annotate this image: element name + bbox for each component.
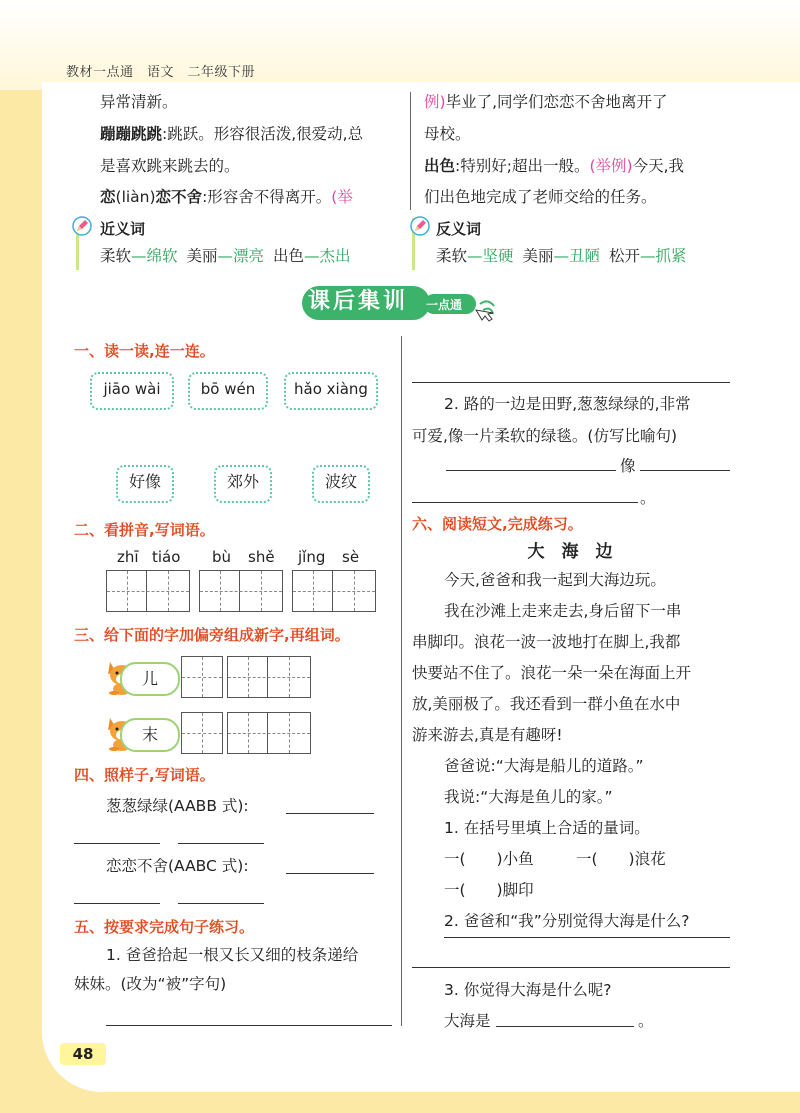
banner-tag: 一点通 xyxy=(426,298,463,312)
answer-line[interactable] xyxy=(446,470,616,471)
measure-word-fish[interactable]: 一( )小鱼 xyxy=(444,850,534,868)
q2-pinyin-se: sè xyxy=(342,548,360,566)
page-number: 48 xyxy=(60,1043,106,1065)
example-marker-chuse: (举例) xyxy=(589,157,633,175)
q5-s1-line1: 1. 爸爸拾起一根又长又细的枝条递给 xyxy=(106,946,359,964)
q3-title: 三、给下面的字加偏旁组成新字,再组词。 xyxy=(74,626,350,644)
q4-title: 四、照样子,写词语。 xyxy=(74,766,215,784)
column-divider xyxy=(401,336,402,1026)
answer-line[interactable] xyxy=(412,967,730,968)
answer-line[interactable] xyxy=(74,903,160,904)
writing-grid-bushe[interactable] xyxy=(199,570,283,612)
writing-grid-jingse[interactable] xyxy=(292,570,376,612)
measure-word-wave[interactable]: 一( )浪花 xyxy=(576,850,666,868)
example-chuse-start: 今天,我 xyxy=(632,157,685,175)
answer-line[interactable] xyxy=(640,470,730,471)
answer-line[interactable] xyxy=(444,937,730,938)
vocab-line-3: 是喜欢跳来跳去的。 xyxy=(100,157,240,175)
q6-answer-prefix: 大海是 xyxy=(444,1012,491,1030)
grid-er-char[interactable] xyxy=(181,656,223,698)
passage-p3: 爸爸说:“大海是船儿的道路。” xyxy=(444,757,644,775)
passage-p2-l2: 串脚印。浪花一波一波地打在脚上,我都 xyxy=(412,633,681,651)
word-card-haoxiang[interactable]: 好像 xyxy=(116,465,174,503)
answer-line[interactable] xyxy=(74,843,160,844)
radical-mo: 末 xyxy=(120,718,180,752)
q5-s1-line2: 妹妹。(改为“被”字句) xyxy=(74,975,227,993)
synonym-match: 杰出 xyxy=(319,247,351,265)
vocab-line-4 xyxy=(100,181,353,213)
word-card-jiaowai[interactable]: 郊外 xyxy=(214,465,272,503)
term-bengbeng: 蹦蹦跳跳 xyxy=(100,125,163,143)
left-margin xyxy=(0,90,42,1113)
q1-title: 一、读一读,连一连。 xyxy=(74,342,215,360)
def-lian: :形容舍不得离开。 xyxy=(202,188,332,206)
q5-s2-end: 。 xyxy=(640,489,656,507)
synonym-word: 出色 xyxy=(272,247,304,265)
q2-pinyin-tiao: tiáo xyxy=(152,548,181,566)
answer-line[interactable] xyxy=(412,382,730,383)
grid-er-word[interactable] xyxy=(227,656,311,698)
q6-title: 六、阅读短文,完成练习。 xyxy=(412,515,583,533)
synonym-match: 漂亮 xyxy=(232,247,264,265)
q5-s2-line2: 可爱,像一片柔软的绿毯。(仿写比喻句) xyxy=(412,427,678,445)
vocab-line-1: 异常清新。 xyxy=(100,93,178,111)
answer-line[interactable] xyxy=(412,502,638,503)
term-lian-pinyin: (liàn) xyxy=(115,188,156,206)
q2-pinyin-zhi: zhī xyxy=(117,548,139,566)
antonym-word: 松开 xyxy=(608,247,640,265)
q6-answer-end: 。 xyxy=(638,1012,654,1030)
answer-line[interactable] xyxy=(496,1026,634,1027)
antonym-word: 柔软 xyxy=(436,247,468,265)
antonym-match: 坚硬 xyxy=(482,247,514,265)
pencil-icon xyxy=(72,216,92,236)
word-card-bowen[interactable]: 波纹 xyxy=(312,465,370,503)
answer-line[interactable] xyxy=(178,903,264,904)
passage-p4: 我说:“大海是鱼儿的家。” xyxy=(444,788,613,806)
column-divider-top xyxy=(410,92,411,210)
pinyin-card-bowen[interactable]: bō wén xyxy=(188,372,268,410)
q6-question-1: 1. 在括号里填上合适的量词。 xyxy=(444,819,650,837)
q2-pinyin-she: shě xyxy=(248,548,275,566)
def-chuse: :特别好;超出一般。 xyxy=(455,157,590,175)
example-marker-left: (举 xyxy=(331,188,353,206)
q5-s2-line1: 2. 路的一边是田野,葱葱绿绿的,非常 xyxy=(444,395,691,413)
writing-grid-zhitiao[interactable] xyxy=(106,570,190,612)
measure-word-footprint[interactable]: 一( )脚印 xyxy=(444,881,534,899)
radical-er: 儿 xyxy=(120,662,180,696)
vocab-right-line-3 xyxy=(424,150,684,182)
passage-p2-l3: 快要站不住了。浪花一朵一朵在海面上开 xyxy=(412,664,692,682)
q4-item-aabc: 恋恋不舍(AABC 式): xyxy=(106,857,249,875)
term-lian-rest: 恋不舍 xyxy=(155,188,203,206)
passage-p2-l1: 我在沙滩上走来走去,身后留下一串 xyxy=(444,602,682,620)
pencil-icon xyxy=(410,216,430,236)
q2-pinyin-bu: bù xyxy=(212,548,232,566)
grid-mo-word[interactable] xyxy=(227,712,311,754)
term-chuse: 出色 xyxy=(424,157,456,175)
pinyin-card-haoxiang[interactable]: hǎo xiàng xyxy=(284,372,378,410)
antonym-title: 反义词 xyxy=(436,220,482,238)
antonym-match: 抓紧 xyxy=(655,247,687,265)
vocab-line-2 xyxy=(100,118,363,150)
header-band xyxy=(0,0,800,90)
answer-line[interactable] xyxy=(106,1025,392,1026)
example-text-1: 毕业了,同学们恋恋不舍地离开了 xyxy=(445,93,668,111)
pinyin-card-jiaowai[interactable]: jiāo wài xyxy=(90,372,174,410)
q2-title: 二、看拼音,写词语。 xyxy=(74,521,215,539)
def-bengbeng: :跳跃。形容很活泼,很爱动,总 xyxy=(162,125,364,143)
passage-title: 大 海 边 xyxy=(527,542,613,562)
vocab-right-line-2: 母校。 xyxy=(424,125,471,143)
q5-s2-like: 像 xyxy=(620,457,636,475)
vocab-right-line-1 xyxy=(424,86,668,118)
passage-p2-l4: 放,美丽极了。我还看到一群小鱼在水中 xyxy=(412,695,681,713)
antonym-match: 丑陋 xyxy=(568,247,600,265)
term-lian: 恋 xyxy=(100,188,116,206)
q6-question-3: 3. 你觉得大海是什么呢? xyxy=(444,981,612,999)
grid-mo-char[interactable] xyxy=(181,712,223,754)
antonym-list: 柔软—坚硬 美丽—丑陋 松开—抓紧 xyxy=(436,247,687,265)
answer-line[interactable] xyxy=(286,813,374,814)
banner-title: 课后集训 xyxy=(308,289,409,314)
example-marker-right: 例) xyxy=(424,93,446,111)
synonym-title: 近义词 xyxy=(100,220,146,238)
passage-p2-l5: 游来游去,真是有趣呀! xyxy=(412,726,563,744)
q5-title: 五、按要求完成句子练习。 xyxy=(74,918,255,936)
vocab-right-line-4: 们出色地完成了老师交给的任务。 xyxy=(424,188,657,206)
synonym-list: 柔软—绵软 美丽—漂亮 出色—杰出 xyxy=(100,247,351,265)
answer-line[interactable] xyxy=(286,873,374,874)
answer-line[interactable] xyxy=(178,843,264,844)
running-header: 教材一点通 语文 二年级下册 xyxy=(66,65,256,80)
antonym-word: 美丽 xyxy=(522,247,554,265)
synonym-word: 美丽 xyxy=(186,247,218,265)
q6-question-2: 2. 爸爸和“我”分别觉得大海是什么? xyxy=(444,912,690,930)
q4-item-aabb: 葱葱绿绿(AABB 式): xyxy=(106,797,249,815)
q2-pinyin-jing: jǐng xyxy=(298,548,326,566)
passage-p1: 今天,爸爸和我一起到大海边玩。 xyxy=(444,571,666,589)
synonym-word: 柔软 xyxy=(100,247,132,265)
synonym-match: 绵软 xyxy=(146,247,178,265)
